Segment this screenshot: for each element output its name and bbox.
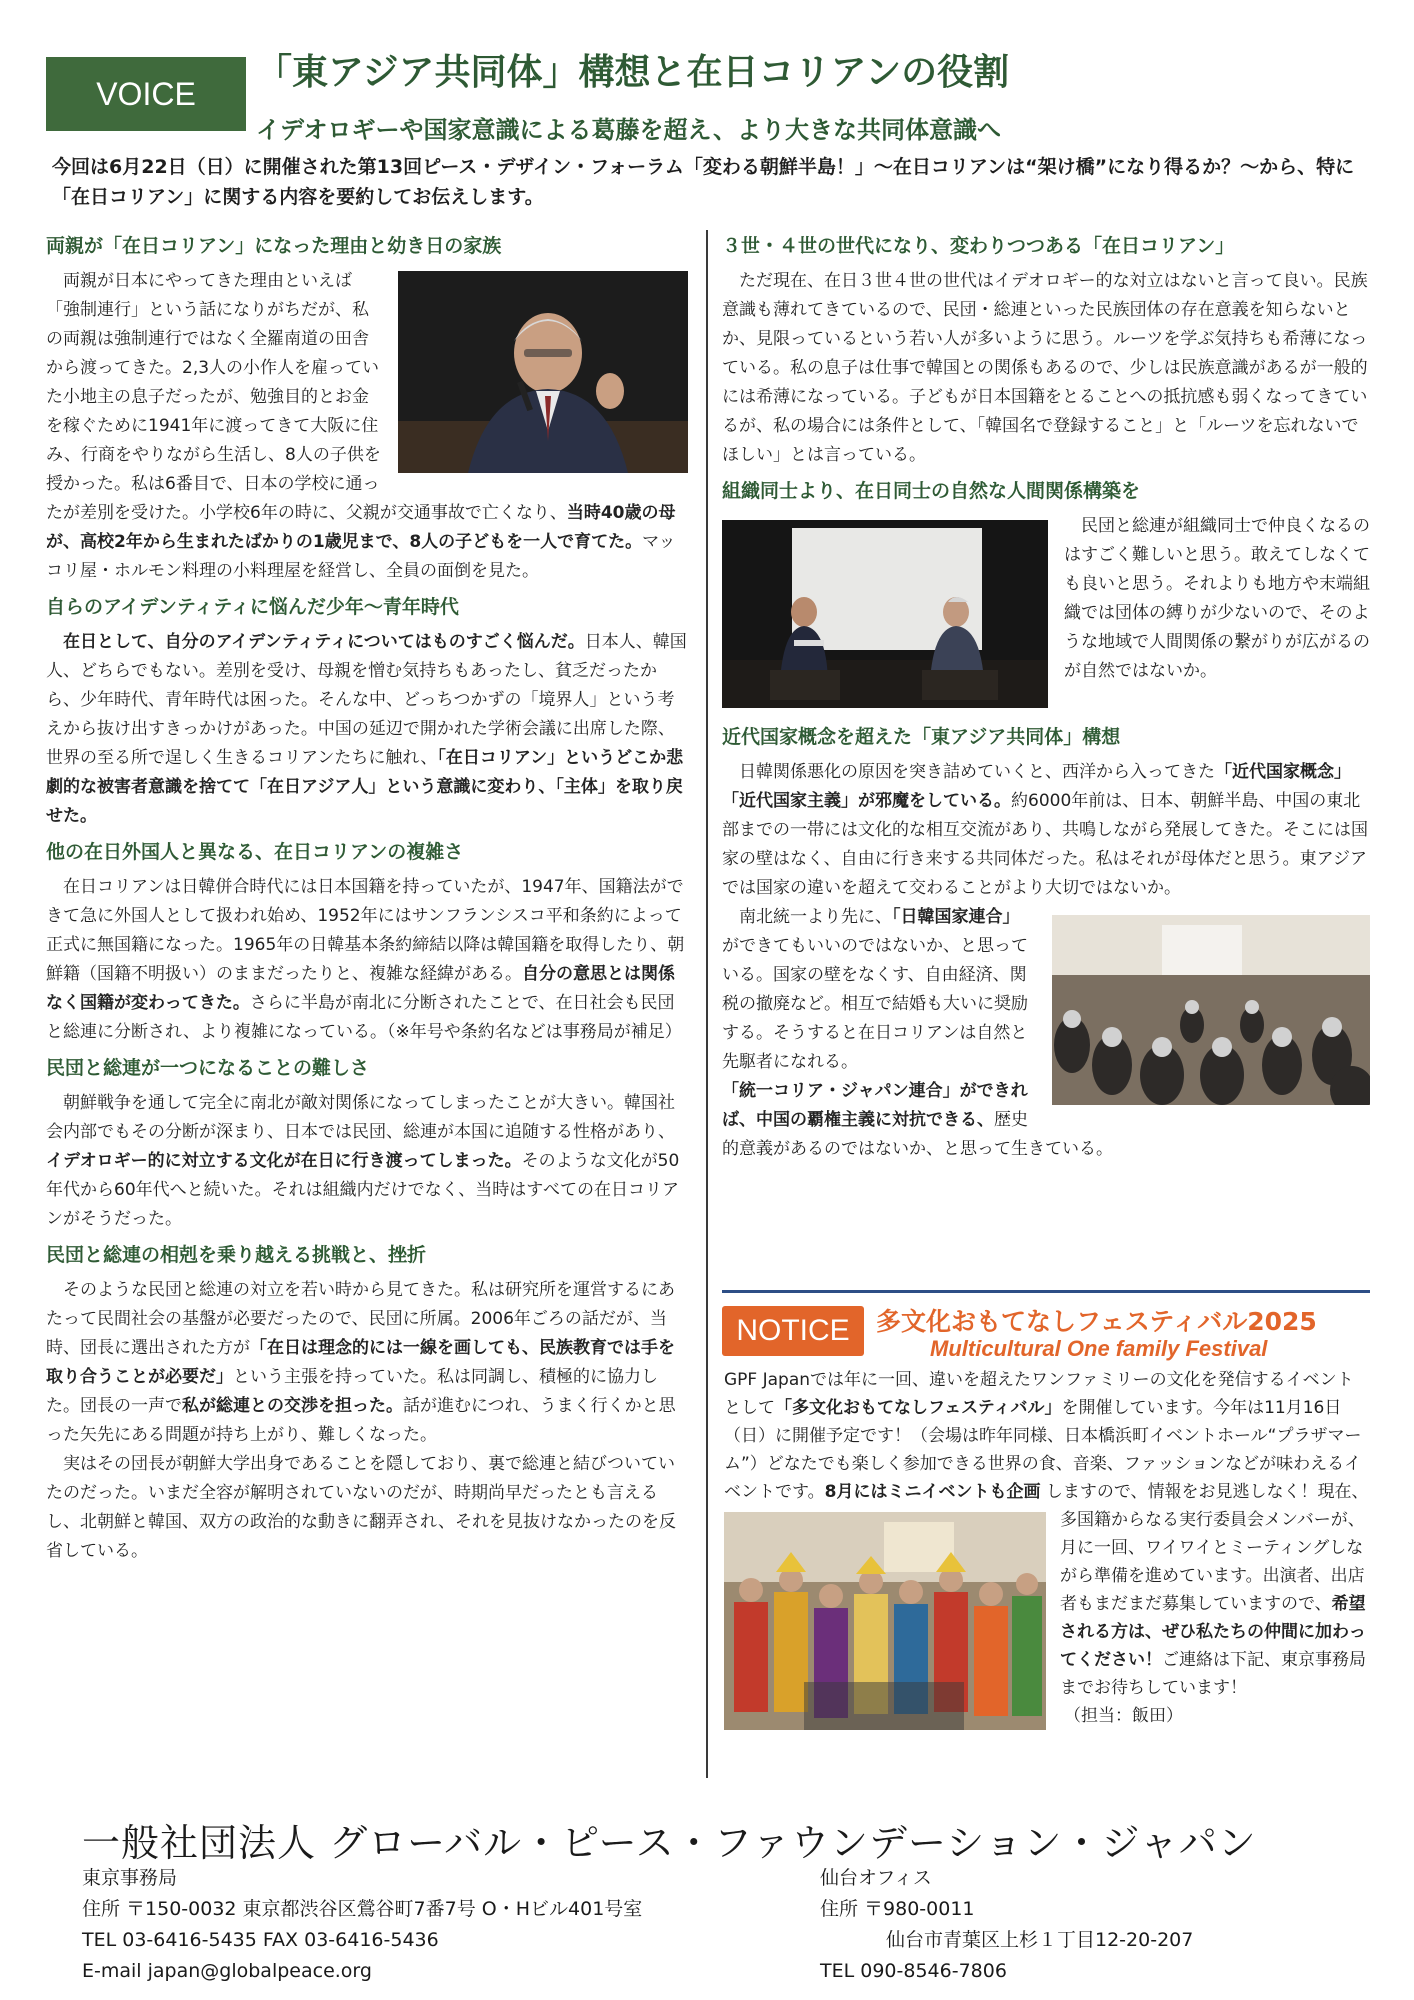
emphasis: 8月にはミニイベントも企画 bbox=[824, 1482, 1041, 1502]
paragraph: 約6000年前は、日本、朝鮮半島、中国の東北部までの一帯には文化的な相互交流があり、共鳴しながら発展してきた。そこには国家の壁はなく、自由に行き来する共同体だった。私はそれが母体だと思う。東アジアでは国家の違いを超えて交わることがより大切ではないか。 bbox=[722, 791, 1368, 898]
postal-code: 住所 〒980-0011 bbox=[820, 1898, 975, 1920]
emphasis: 在日として、自分のアイデンティティについてはものすごく悩んだ。 bbox=[63, 632, 585, 652]
section-heading: ３世・４世の世代になり、変わりつつある「在日コリアン」 bbox=[722, 235, 1235, 257]
notice-subtitle: Multicultural One family Festival bbox=[930, 1336, 1268, 1361]
section-heading: 自らのアイデンティティに悩んだ少年～青年時代 bbox=[46, 596, 459, 618]
article-intro: 今回は6月22日（日）に開催された第13回ピース・デザイン・フォーラム「変わる朝鮮半島！」～在日コリアンは“架け橋”になり得るか？～から、特に「在日コリアン」に関する内容を要約してお伝えします。 bbox=[52, 156, 1355, 208]
emphasis: 当時40歳の母が、高校2年から生まれたばかりの1歳児まで、8人の子どもを一人で育てた。 bbox=[46, 503, 676, 552]
notice-body bbox=[724, 1366, 1370, 1730]
stage-dialogue-photo bbox=[722, 520, 1048, 708]
sendai-office-contact bbox=[820, 1863, 1193, 1987]
section-heading: 他の在日外国人と異なる、在日コリアンの複雑さ bbox=[46, 841, 464, 863]
notice-title: 多文化おもてなしフェスティバル2025 bbox=[876, 1307, 1317, 1336]
office-name: 仙台オフィス bbox=[820, 1867, 932, 1889]
tokyo-office-contact bbox=[82, 1863, 642, 1987]
office-name: 東京事務局 bbox=[82, 1867, 178, 1889]
paragraph: マッコリ屋・ホルモン料理の小料理屋を経営し、全員の面倒を見た。 bbox=[46, 532, 676, 581]
section-heading: 両親が「在日コリアン」になった理由と幼き日の家族 bbox=[46, 235, 502, 257]
section-heading: 近代国家概念を超えた「東アジア共同体」構想 bbox=[722, 726, 1121, 748]
column-divider bbox=[706, 230, 708, 1778]
emphasis: 「在日コリアン」というどこか悲劇的な被害者意識を捨てて「在日アジア人」という意識に変わり、「主体」を取り戻せた。 bbox=[46, 748, 684, 826]
paragraph: 日本人、韓国人、どちらでもない。差別を受け、母親を憎む気持ちもあったし、貧乏だったから、少年時代、青年時代は困った。そんな中、どっちつかずの「境界人」という考えから抜け出すきっかけがあった。中国の延辺で開かれた学術会議に出席した際、世界の至る所で逞しく生きるコリアンたちに触れ、 bbox=[46, 632, 687, 768]
paragraph: 話が進むにつれ、うまく行くかと思った矢先にある問題が持ち上がり、難しくなった。 bbox=[46, 1396, 676, 1445]
paragraph: を開催しています。今年は11月16日（日）に開催予定です！（会場は昨年同様、日本橋浜町イベントホール“プラザマーム”）どなたでも楽しく参加できる世界の食、音楽、ファッションなどが味わえるイベントです。 bbox=[724, 1398, 1362, 1502]
forum-audience-photo bbox=[1052, 915, 1370, 1105]
phone-fax: TEL 03-6416-5435 FAX 03-6416-5436 bbox=[82, 1929, 439, 1951]
notice-divider bbox=[722, 1290, 1370, 1293]
address: 仙台市青葉区上杉１丁目12-20-207 bbox=[886, 1929, 1194, 1951]
paragraph: しますので、情報をお見逃しなく！現在、多国籍からなる実行委員会メンバーが、月に一回、ワイワイとミーティングしながら準備を進めています。出演者、出店者もまだまだ募集していますので、 bbox=[1045, 1482, 1369, 1614]
organization-name: 一般社団法人 グローバル・ピース・ファウンデーション・ジャパン bbox=[82, 1821, 1257, 1865]
paragraph: そのような民団と総連の対立を若い時から見てきた。私は研究所を運営するにあたって民間社会の基盤が必要だったので、民団に所属。2006年ごろの話だが、当時、団長に選出された方が bbox=[46, 1280, 675, 1358]
section-heading: 組織同士より、在日同士の自然な人間関係構築を bbox=[722, 480, 1141, 502]
paragraph: 在日コリアンは日韓併合時代には日本国籍を持っていたが、1947年、国籍法ができて急に外国人として扱われ始め、1952年にはサンフランシスコ平和条約によって正式に無国籍になった。1965年の日韓基本条約締結以降は韓国籍を取得したり、朝鮮籍（国籍不明扱い）のままだったりと、複雑な経緯がある。 bbox=[46, 877, 685, 984]
email-link[interactable]: E-mail japan@globalpeace.org bbox=[82, 1960, 372, 1982]
contact-person: （担当：飯田） bbox=[1064, 1706, 1183, 1726]
paragraph: 両親が日本にやってきた理由といえば「強制連行」という話になりがちだが、私の両親は強制連行ではなく全羅南道の田舎から渡ってきた。2,3人の小作人を雇っていた小地主の息子だったが、勉強目的とお金を稼ぐために1941年に渡ってきて大阪に住み、行商をやりながら生活し、8人の子供を授かった。私は6番目で、日本の学校に通ったが差別を受けた。小学校6年の時に、父親が交通事故で亡くなり、 bbox=[46, 271, 567, 523]
paragraph: 日韓関係悪化の原因を突き詰めていくと、西洋から入ってきた bbox=[739, 762, 1215, 782]
paragraph: という主張を持っていた。私は同調し、積極的に協力した。団長の一声で bbox=[46, 1367, 658, 1416]
paragraph: 朝鮮戦争を通して完全に南北が敵対関係になってしまったことが大きい。韓国社会内部でもその分断が深まり、日本では民団、総連が本国に追随する性格があり、 bbox=[46, 1093, 675, 1142]
paragraph: 民団と総連が組織同士で仲良くなるのはすごく難しいと思う。敢えてしなくても良いと思う。それよりも地方や末端組織では団体の縛りが少ないので、そのような地域で人間関係の繋がりが広がるのが自然ではないか。 bbox=[1064, 516, 1370, 681]
paragraph: 南北統一より先に、 bbox=[739, 907, 892, 927]
article-subtitle: イデオロギーや国家意識による葛藤を超え、より大きな共同体意識へ bbox=[256, 116, 1001, 144]
paragraph: ができてもいいのではないか、と思っている。国家の壁をなくす、自由経済、関税の撤廃など。相互で結婚も大いに奨励する。そうすると在日コリアンは自然と先駆者になれる。 bbox=[722, 936, 1028, 1072]
emphasis: 私が総連との交渉を担った。 bbox=[182, 1396, 403, 1416]
paragraph: GPF Japanでは年に一回、違いを超えたワンファミリーの文化を発信するイベントとして bbox=[724, 1370, 1354, 1418]
emphasis: 「多文化おもてなしフェスティバル」 bbox=[775, 1398, 1062, 1418]
speaker-photo bbox=[398, 271, 688, 473]
notice-badge: NOTICE bbox=[722, 1306, 864, 1356]
emphasis: イデオロギー的に対立する文化が在日に行き渡ってしまった。 bbox=[46, 1151, 522, 1171]
address: 住所 〒150-0032 東京都渋谷区鶯谷町7番7号 O・Hビル401号室 bbox=[82, 1898, 643, 1920]
emphasis: 「在日は理念的には一線を画しても、民族教育では手を取り合うことが必要だ」 bbox=[46, 1338, 675, 1387]
phone: TEL 090-8546-7806 bbox=[820, 1960, 1007, 1982]
paragraph: ご連絡は下記、東京事務局までお待ちしています！ bbox=[1060, 1650, 1366, 1698]
paragraph: そのような文化が50年代から60年代へと続いた。それは組織内だけでなく、当時はすべての在日コリアンがそうだった。 bbox=[46, 1151, 680, 1229]
paragraph: 実はその団長が朝鮮大学出身であることを隠しており、裏で総連と結びついていたのだった。いまだ全容が解明されていないのだが、時期尚早だったとも言えるし、北朝鮮と韓国、双方の政治的な動きに翻弄され、それを見抜けなかったのを反省している。 bbox=[46, 1454, 677, 1561]
emphasis: 自分の意思とは関係なく国籍が変わってきた。 bbox=[46, 964, 675, 1013]
section-heading: 民団と総連の相剋を乗り越える挑戦と、挫折 bbox=[46, 1244, 427, 1266]
paragraph: 歴史的意義があるのではないか、と思って生きている。 bbox=[722, 1110, 1113, 1159]
emphasis: 「日韓国家連合」 bbox=[892, 907, 1020, 927]
voice-badge: VOICE bbox=[46, 57, 246, 131]
emphasis: 希望される方は、ぜひ私たちの仲間に加わってください！ bbox=[1060, 1594, 1366, 1670]
festival-group-photo bbox=[724, 1512, 1046, 1730]
right-column bbox=[722, 231, 1370, 1164]
paragraph: ただ現在、在日３世４世の世代はイデオロギー的な対立はないと言って良い。民族意識も薄れてきているので、民団・総連といった民族団体の存在意義を知らないとか、見限っているという若い人が多いように思う。ルーツを学ぶ気持ちも希薄になっている。私の息子は仕事で韓国との関係もあるので、少しは民族意識があるが一般的には希薄になっている。子どもが日本国籍をとることへの抵抗感も弱くなってきているが、私の場合には条件として、「韓国名で登録すること」と「ルーツを忘れないでほしい」とは言っている。 bbox=[722, 271, 1368, 465]
article-title: 「東アジア共同体」構想と在日コリアンの役割 bbox=[256, 52, 1010, 93]
left-column bbox=[46, 231, 688, 1566]
emphasis: 「近代国家概念」「近代国家主義」が邪魔をしている。 bbox=[722, 762, 1351, 811]
emphasis: 「統一コリア・ジャパン連合」ができれば、中国の覇権主義に対抗できる、 bbox=[722, 1081, 1028, 1130]
paragraph: さらに半島が南北に分断されたことで、在日社会も民団と総連に分断され、より複雑になっている。（※年号や条約名などは事務局が補足） bbox=[46, 993, 682, 1042]
section-heading: 民団と総連が一つになることの難しさ bbox=[46, 1057, 370, 1079]
